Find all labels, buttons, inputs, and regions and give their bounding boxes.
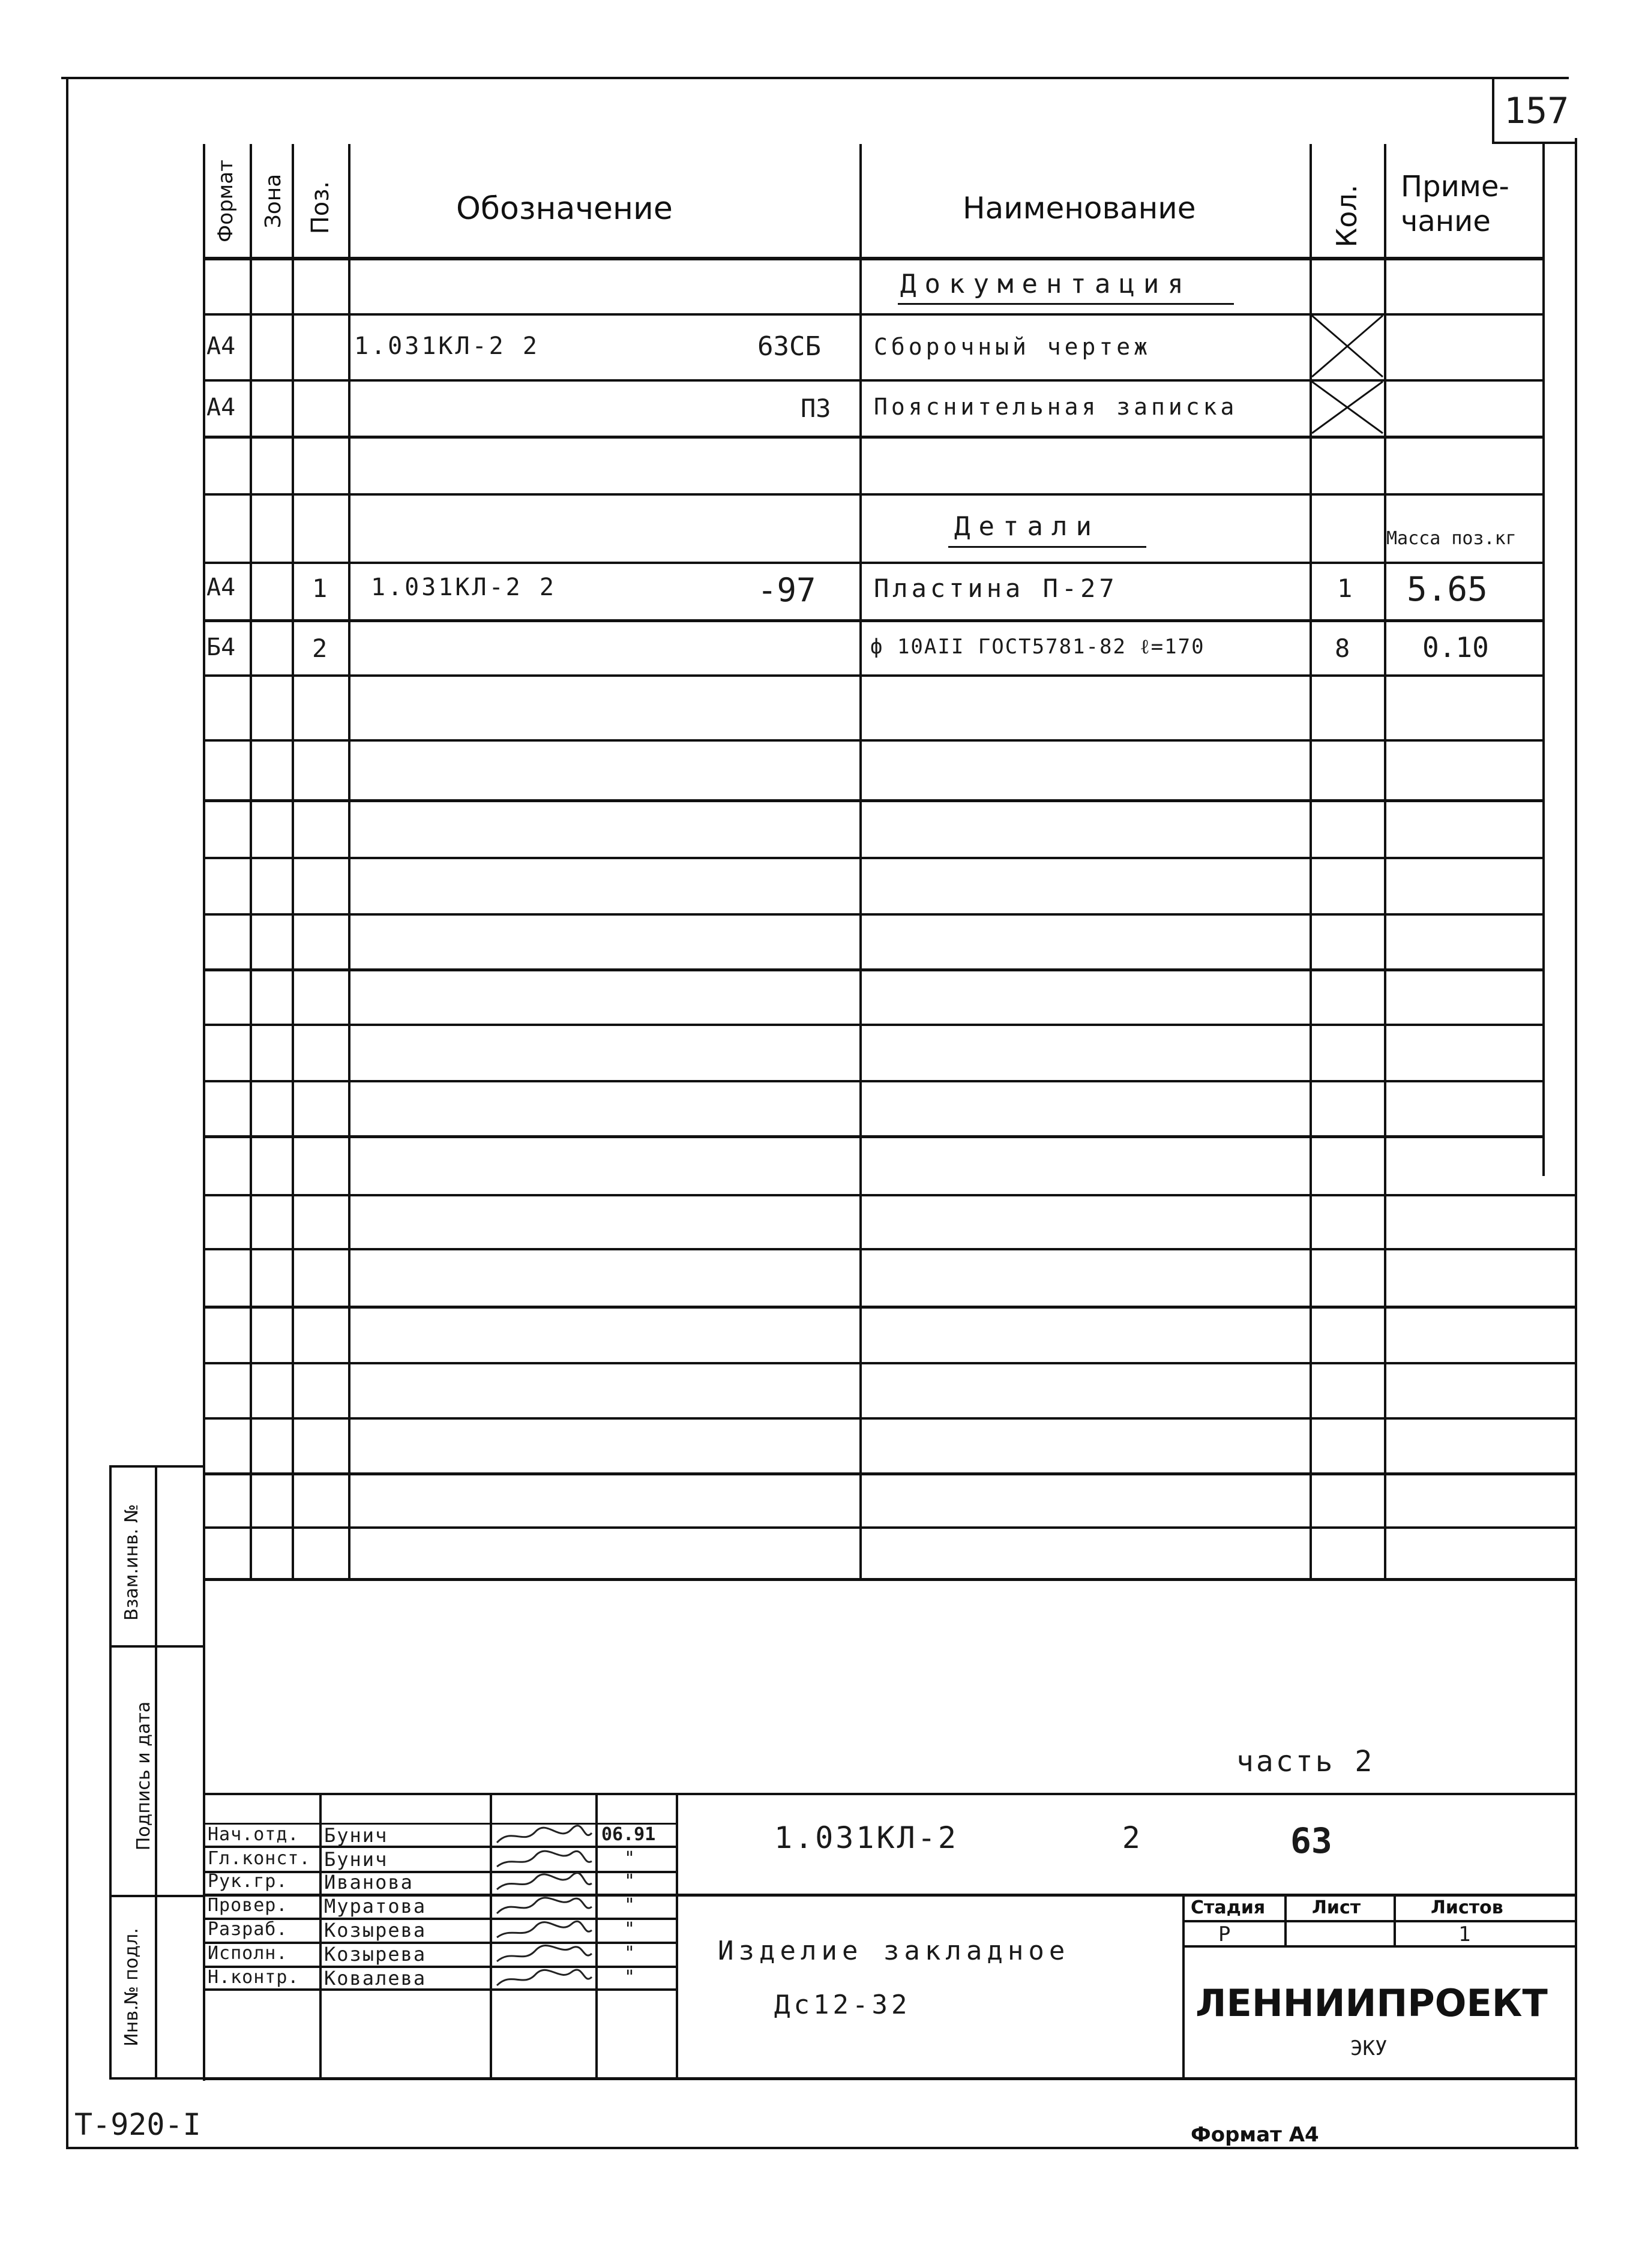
handwritten-signature <box>493 1943 595 1966</box>
table-row-line <box>203 493 1545 496</box>
table-row-line <box>203 1080 1545 1082</box>
row2-name: Пояснительная записка <box>874 394 1238 420</box>
signature-date: " <box>624 1848 636 1869</box>
frame-top-line <box>61 77 1569 79</box>
table-row-line <box>203 562 1545 564</box>
header-pos: Поз. <box>307 181 334 235</box>
stage-col-sep-2 <box>1394 1894 1396 1945</box>
row4-name: ф 10АII ГОСТ5781-82 ℓ=170 <box>870 635 1205 659</box>
table-row-line <box>203 436 1545 439</box>
title-bottom-line <box>203 2077 1575 2080</box>
handwritten-signature <box>493 1895 595 1918</box>
signature-name: Бунич <box>324 1824 388 1847</box>
side-stamp-bottom-line <box>109 2077 203 2080</box>
header-designation: Обозначение <box>456 191 673 227</box>
handwritten-signature <box>493 1825 595 1847</box>
row2-designation-suffix: ПЗ <box>801 394 831 423</box>
stage-value: Р <box>1218 1922 1231 1946</box>
handwritten-signature <box>493 1967 595 1990</box>
title-designation-suffix: 63 <box>1290 1820 1332 1861</box>
signature-name: Муратова <box>324 1895 427 1918</box>
signature-role: Провер. <box>208 1895 288 1916</box>
signature-role: Гл.конст. <box>208 1848 311 1869</box>
sheets-value: 1 <box>1458 1922 1471 1946</box>
row4-note: 0.10 <box>1422 631 1489 664</box>
sig-col-date <box>676 1793 678 2077</box>
header-note: Приме- чание <box>1401 170 1509 238</box>
table-bottom-line <box>203 1578 1575 1581</box>
signature-role: Нач.отд. <box>208 1824 299 1845</box>
table-row-line <box>203 1248 1575 1250</box>
handwritten-signature <box>493 1919 595 1942</box>
table-row-line <box>203 913 1545 916</box>
header-qty: Кол. <box>1331 184 1363 248</box>
signature-role: Исполн. <box>208 1943 288 1964</box>
side-sign-date: Подпись и дата <box>133 1701 154 1851</box>
frame-right-line <box>1575 138 1577 2147</box>
row1-designation: 1.031КЛ-2 2 <box>354 332 540 360</box>
row1-designation-suffix: 63СБ <box>757 331 821 362</box>
stage-header-bottom <box>1182 1920 1575 1922</box>
row3-designation-suffix: -97 <box>757 571 816 609</box>
header-bottom-line <box>203 257 1545 260</box>
section-parts-underline <box>948 546 1146 548</box>
sheets-label: Листов <box>1431 1897 1503 1918</box>
organization: ЛЕННИИПРОЕКТ <box>1195 1981 1548 2025</box>
signature-date: " <box>624 1895 636 1916</box>
table-row-line <box>203 1135 1545 1138</box>
side-replace-inv: Взам.инв. № <box>121 1504 142 1621</box>
table-row-line <box>203 1417 1575 1420</box>
table-row-line <box>203 1362 1575 1364</box>
table-row-line <box>203 968 1545 971</box>
sheet-label: Лист <box>1312 1897 1361 1918</box>
table-row-line <box>203 1306 1575 1309</box>
frame-left-line <box>66 77 68 2147</box>
header-name: Наименование <box>963 191 1196 226</box>
signature-date: " <box>624 1967 636 1988</box>
row4-qty: 8 <box>1335 634 1350 663</box>
table-row-line <box>203 619 1545 622</box>
title-top-line <box>203 1793 1575 1795</box>
row3-note: 5.65 <box>1407 570 1488 609</box>
paper-format: Формат А4 <box>1191 2123 1319 2147</box>
signature-date: " <box>624 1871 636 1892</box>
handwritten-signature <box>493 1849 595 1871</box>
part-label: часть 2 <box>1236 1745 1375 1778</box>
signature-date: " <box>624 1943 636 1964</box>
department: ЭКУ <box>1350 2036 1388 2060</box>
page-number-box-bottom <box>1492 142 1576 144</box>
sig-col-sign <box>595 1793 598 2077</box>
table-row-line <box>203 1472 1575 1475</box>
row4-pos: 2 <box>312 634 328 663</box>
table-row-line <box>203 857 1545 859</box>
row1-name: Сборочный чертеж <box>874 334 1152 360</box>
signature-role: Разраб. <box>208 1919 288 1940</box>
table-row-line <box>203 739 1545 742</box>
section-documentation: Документация <box>900 269 1192 299</box>
page-number: 157 <box>1504 90 1569 132</box>
stage-values-bottom <box>1182 1945 1575 1948</box>
table-left-border <box>203 144 205 2081</box>
signature-name: Иванова <box>324 1871 414 1894</box>
qty-cross-row1 <box>1310 313 1385 379</box>
row2-format: А4 <box>206 394 236 421</box>
signature-name: Ковалева <box>324 1967 427 1990</box>
row3-name: Пластина П-27 <box>874 574 1118 603</box>
sig-col-name <box>490 1793 492 2077</box>
signature-name: Козырева <box>324 1943 427 1966</box>
stage-col-sep-1 <box>1284 1894 1287 1945</box>
table-row-line <box>203 674 1545 677</box>
section-documentation-underline <box>898 303 1234 305</box>
signature-role: Рук.гр. <box>208 1871 288 1892</box>
header-format: Формат <box>214 160 238 242</box>
signature-name: Козырева <box>324 1919 427 1942</box>
sig-row-8-line <box>203 1988 677 1991</box>
signature-date: " <box>624 1919 636 1940</box>
row3-pos: 1 <box>312 574 328 603</box>
side-stamp-top-line <box>109 1465 203 1468</box>
handwritten-signature <box>493 1871 595 1894</box>
signature-date: 06.91 <box>601 1824 656 1845</box>
table-row-line <box>203 799 1545 802</box>
product-name: Изделие закладное <box>718 1936 1070 1966</box>
signature-name: Бунич <box>324 1848 388 1871</box>
col-right-border <box>1542 144 1545 1176</box>
row3-format: А4 <box>206 574 236 601</box>
product-code: Дс12-32 <box>774 1990 911 2020</box>
row1-format: А4 <box>206 332 236 360</box>
row3-designation: 1.031КЛ-2 2 <box>371 574 556 601</box>
header-zone: Зона <box>261 173 286 229</box>
table-row-line <box>203 1194 1575 1196</box>
row3-qty: 1 <box>1337 574 1353 603</box>
frame-bottom-line <box>66 2147 1578 2149</box>
row4-format: Б4 <box>206 634 236 661</box>
sig-col-role <box>319 1793 322 2077</box>
mass-note: Масса поз.кг <box>1386 528 1517 549</box>
page-number-box-left <box>1492 77 1494 144</box>
section-parts: Детали <box>954 511 1100 542</box>
stage-label: Стадия <box>1191 1897 1266 1918</box>
table-row-line <box>203 1526 1575 1529</box>
side-inv-no: Инв.№ подл. <box>121 1928 142 2047</box>
title-designation: 1.031КЛ-2 2 <box>774 1820 1143 1855</box>
qty-cross-row2 <box>1310 379 1385 436</box>
table-row-line <box>203 1024 1545 1026</box>
document-code: Т-920-I <box>74 2107 201 2142</box>
signature-role: Н.контр. <box>208 1967 299 1988</box>
